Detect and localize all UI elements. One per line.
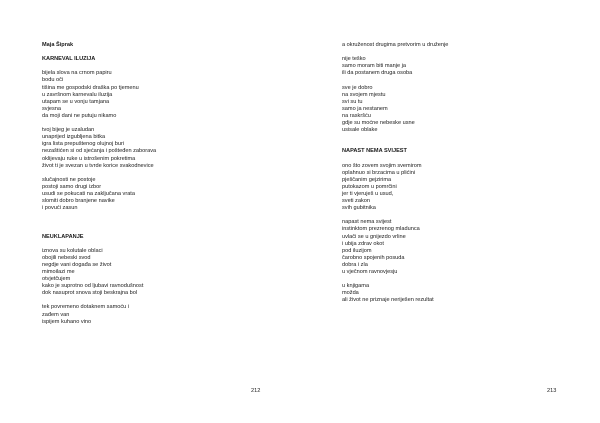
poem-line: ispijem kuhano vino bbox=[42, 318, 92, 325]
poem-line: u vječnom ravnovjesju bbox=[342, 269, 398, 275]
poem-line: oklijevaju ruke u istrošenim pokretima bbox=[42, 155, 136, 162]
poem-line: sve je dobro bbox=[342, 84, 373, 91]
right-page-number: 213 bbox=[547, 388, 557, 394]
poem-line: slučajnosti ne postoje bbox=[42, 176, 96, 183]
poem-line: svih gubitnika bbox=[342, 205, 376, 212]
right-page bbox=[300, 0, 600, 423]
blank-line bbox=[42, 63, 156, 70]
poem-line: igra lista prepuštenog olujnoj buri bbox=[42, 141, 125, 148]
poem-line: možda bbox=[342, 290, 359, 297]
poem-line: čarobno spojenih posuda bbox=[342, 254, 405, 261]
poem-line: utapam se u vonju tamjana bbox=[42, 98, 110, 105]
poem-line: usudi se pokucati na zaključana vrata bbox=[42, 190, 135, 197]
heading-line: KARNEVAL ILUZIJA bbox=[42, 56, 96, 63]
poem-line: instinktom prezrenog mladunca bbox=[342, 226, 420, 233]
poem-line: ili da postanem druga osoba bbox=[342, 70, 413, 77]
heading-line: Maja Šiprak bbox=[42, 42, 74, 48]
blank-line bbox=[342, 156, 448, 163]
poem-line: iznova su kolutale oblaci bbox=[42, 247, 103, 254]
poem-line: oplahnuo si brzacima u plićini bbox=[342, 169, 416, 176]
poem-line: tvoj bijeg je uzaludan bbox=[42, 127, 95, 134]
poem-line: usisale oblake bbox=[342, 127, 378, 134]
poem-line: ali život ne priznaje neriješen rezultat bbox=[342, 297, 434, 304]
poem-line: kako je suprotno od ljubavi ravnodušnost bbox=[42, 283, 144, 290]
poem-line: i povući zasun bbox=[42, 205, 78, 212]
heading-line: NAPAST NEMA SVIJEST bbox=[342, 148, 407, 155]
right-page-text bbox=[342, 42, 448, 304]
blank-line bbox=[42, 219, 156, 226]
poem-line: život ti je svezan u tvrde korice svakodnevice bbox=[42, 162, 154, 169]
poem-line: samo moram biti manje ja bbox=[342, 63, 407, 70]
poem-line: dok nasuprot snova stoji beskrajna bol bbox=[42, 290, 138, 297]
poem-line: slomiti dobro branjene navike bbox=[42, 198, 115, 205]
heading-line: NEUKLAPANJE bbox=[42, 233, 84, 240]
poem-line: nije teško bbox=[342, 56, 366, 63]
blank-line bbox=[42, 120, 156, 127]
poem-line: postoji samo drugi izbor bbox=[42, 183, 102, 190]
left-page-text bbox=[42, 42, 156, 326]
poem-line: jer ti vjeruješ u usud, bbox=[342, 190, 394, 197]
blank-line bbox=[342, 134, 448, 141]
poem-line: gdje su moćne nebeske usne bbox=[342, 120, 415, 127]
poem-line: napast nema svijest bbox=[342, 219, 392, 226]
poem-line: a okruženost drugima pretvorim u druženje bbox=[342, 42, 449, 48]
poem-line: zađem van bbox=[42, 311, 70, 318]
poem-line: tišina me gospodski draška po tjemenu bbox=[42, 84, 139, 91]
poem-line: obojili nebeski svod bbox=[42, 254, 91, 261]
poem-line: ono što zovem svojim svemirom bbox=[342, 162, 422, 169]
poem-line: svi su tu bbox=[342, 98, 363, 105]
blank-line bbox=[42, 49, 156, 56]
left-page-number: 212 bbox=[251, 388, 261, 394]
poem-line: mimoilazi me bbox=[42, 269, 75, 275]
blank-line bbox=[342, 212, 448, 219]
poem-line: i ubija zdrav okot bbox=[342, 240, 384, 247]
poem-line: da moji dani ne putuju nikamo bbox=[42, 112, 117, 119]
poem-line: nezaštićen si od sjećanja i pošteđen zaborava bbox=[42, 148, 157, 155]
poem-line: na svojem mjestu bbox=[342, 91, 386, 98]
blank-line bbox=[42, 170, 156, 177]
poem-line: pod iluzijom bbox=[342, 247, 372, 254]
poem-line: u knjigama bbox=[342, 283, 370, 290]
poem-line: unaprijed izgubljena bitka bbox=[42, 134, 106, 141]
blank-line bbox=[342, 141, 448, 148]
poem-line: pješčanim gejzirima bbox=[342, 176, 392, 183]
blank-line bbox=[42, 297, 156, 304]
poem-line: na raskršću bbox=[342, 112, 371, 119]
blank-line bbox=[342, 77, 448, 84]
blank-line bbox=[42, 212, 156, 219]
blank-line bbox=[342, 49, 448, 56]
poem-line: tek povremeno dotaknem samoću i bbox=[42, 304, 130, 311]
poem-line: sveti zakon bbox=[342, 198, 370, 205]
poem-line: bijela slova na crnom papiru bbox=[42, 70, 112, 77]
poem-line: putokazom u pomrčini bbox=[342, 183, 397, 190]
poem-line: otvjetčujem bbox=[42, 276, 71, 283]
poem-line: negdje vani događa se život bbox=[42, 261, 112, 268]
poem-line: samo ja nestanem bbox=[342, 105, 388, 112]
poem-line: uvlači se u gnijezdo vrline bbox=[342, 233, 406, 240]
blank-line bbox=[42, 241, 156, 248]
blank-line bbox=[42, 226, 156, 233]
poem-line: dobra i zla bbox=[342, 261, 368, 268]
poem-line: bodu oči bbox=[42, 77, 64, 84]
blank-line bbox=[342, 276, 448, 283]
poem-line: svjesna bbox=[42, 105, 61, 112]
poem-line: u završnom karnevalu iluzija bbox=[42, 91, 113, 98]
